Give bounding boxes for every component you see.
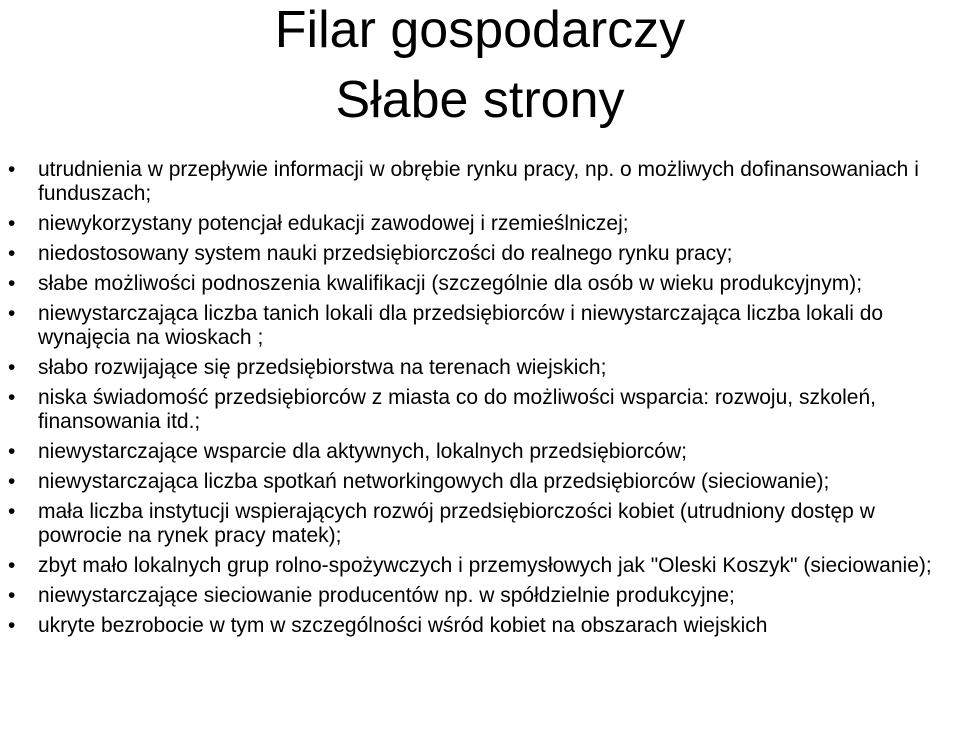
bullet-text: niewystarczająca liczba tanich lokali dla przedsiębiorców i niewystarczająca liczba lokali do wynajęcia na wioskach ;: [38, 302, 884, 349]
list-item: [8, 500, 958, 548]
list-item: [8, 212, 958, 236]
list-item: [8, 554, 958, 578]
list-item: [8, 614, 958, 638]
list-item: [8, 386, 958, 434]
list-item: [8, 470, 958, 494]
bullet-icon: •: [8, 356, 16, 379]
bullet-text: niewykorzystany potencjał edukacji zawodowej i rzemieślniczej;: [38, 212, 629, 235]
bullet-text: ukryte bezrobocie w tym w szczególności wśród kobiet na obszarach wiejskich: [38, 614, 768, 637]
bullet-text: niewystarczające sieciowanie producentów np. w spółdzielnie produkcyjne;: [38, 584, 735, 607]
bullet-text: utrudnienia w przepływie informacji w obrębie rynku pracy, np. o możliwych dofinansowaniach i funduszach;: [38, 158, 919, 205]
bullet-icon: •: [8, 302, 16, 325]
list-item: [8, 158, 958, 206]
slide-title: [0, 0, 960, 130]
bullet-icon: •: [8, 584, 16, 607]
list-item: [8, 272, 958, 296]
bullet-icon: •: [8, 272, 16, 295]
list-item: [8, 440, 958, 464]
bullet-icon: •: [8, 500, 16, 523]
bullet-icon: •: [8, 158, 16, 181]
bullet-text: słabe możliwości podnoszenia kwalifikacji (szczególnie dla osób w wieku produkcyjnym);: [38, 272, 863, 295]
bullet-text: mała liczba instytucji wspierających rozwój przedsiębiorczości kobiet (utrudniony dostęp w powrocie na rynek pracy matek);: [38, 500, 875, 547]
bullet-list: [8, 158, 958, 644]
bullet-icon: •: [8, 212, 16, 235]
title-line-1: Filar gospodarczy: [274, 1, 686, 59]
bullet-icon: •: [8, 554, 16, 577]
bullet-icon: •: [8, 386, 16, 409]
bullet-text: niewystarczająca liczba spotkań networkingowych dla przedsiębiorców (sieciowanie);: [38, 470, 830, 493]
list-item: [8, 356, 958, 380]
bullet-icon: •: [8, 614, 16, 637]
bullet-text: niedostosowany system nauki przedsiębiorczości do realnego rynku pracy;: [38, 242, 733, 265]
bullet-icon: •: [8, 440, 16, 463]
bullet-text: zbyt mało lokalnych grup rolno-spożywczych i przemysłowych jak "Oleski Koszyk" (sieciowanie);: [38, 554, 932, 577]
title-line-2: Słabe strony: [335, 71, 625, 129]
bullet-text: niewystarczające wsparcie dla aktywnych, lokalnych przedsiębiorców;: [38, 440, 687, 463]
list-item: [8, 584, 958, 608]
bullet-icon: •: [8, 470, 16, 493]
list-item: [8, 302, 958, 350]
bullet-text: słabo rozwijające się przedsiębiorstwa na terenach wiejskich;: [38, 356, 607, 379]
bullet-icon: •: [8, 242, 16, 265]
list-item: [8, 242, 958, 266]
bullet-text: niska świadomość przedsiębiorców z miasta co do możliwości wsparcia: rozwoju, szkoleń, finansowania itd.;: [38, 386, 876, 433]
